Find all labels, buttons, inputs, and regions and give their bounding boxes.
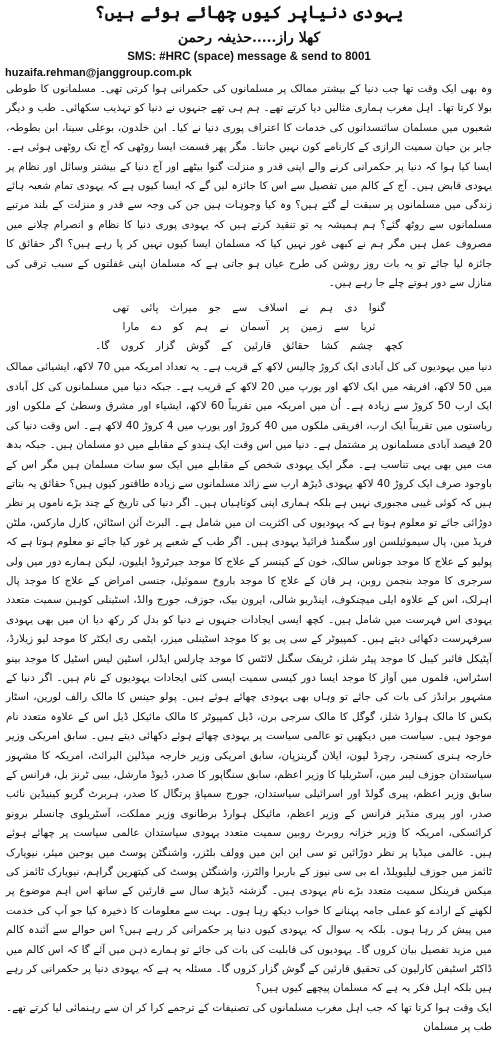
poem-line: ثریا سے زمین پر آسمان نے ہم کو دے مارا (122, 321, 376, 334)
poem-couplet (6, 299, 492, 356)
author-email[interactable]: huzaifa.rehman@janggroup.com.pk (5, 67, 192, 79)
byline: کھلا راز.....حذیفہ رحمن (177, 30, 321, 46)
paragraph: دنیا میں یہودیوں کی کل آبادی ایک کروڑ چالیس لاکھ کے قریب ہے۔ یہ تعداد امریکہ میں 70 لاکھ، ایشیائی ممالک میں 50 لاکھ، افریقہ میں ایک لاکھ اور یورپ میں 20 لاکھ کے قریب ہے۔ جبکہ دنیا میں مسلمانوں کی کل آبادی ایک ارب 50 کروڑ سے زیادہ ہے۔ اُن میں امریکہ میں تقریباً 60 لاکھ، ایشیاء اور مشرق وسطیٰ کے ملکوں اور ریاستوں میں تقریباً ایک ارب، افریقی ملکوں میں 40 کروڑ اور یورپ میں 4 کروڑ 40 لاکھ ہے۔ اس وقت دنیا کی 20 فیصد آبادی مسلمانوں پر مشتمل ہے۔ دنیا میں اس وقت ایک ہندو کے مقابلے میں دو مسلمان ہیں۔ جبکہ بدھ مت میں بھی یہی تناسب ہے۔ مگر ایک یہودی شخص کے مقابلے میں ایک سو سات مسلمان ہیں مگر اس کے باوجود صرف ایک کروڑ 40 لاکھ یہودی ڈیڑھ ارب سے زائد مسلمانوں سے زیادہ طاقتور کیوں ہیں؟ حقائق یہ بتاتے ہیں کہ کوئی غیبی مجبوری نہیں ہے بلکہ ہماری اپنی کوتاہیاں ہیں۔ اگر دنیا کی تاریخ کے چند بڑے ناموں پر نظر دوڑائی جائے تو معلوم ہوتا ہے کہ یہودیوں کی اکثریت ان میں شامل ہے۔ البرٹ آئن اسٹائن، کارل مارکس، ملٹن فریڈ مین، پال سیموئیلسن اور سگمنڈ فرائیڈ یہودی ہیں۔ اگر طب کے شعبے پر غور کیا جائے تو معلوم ہوتا ہے کہ پولیو کے علاج کا موجد جوناس سالک، خون کے کینسر کے علاج کا موجد جیرٹروڈ ایلیون، لیکن ہمارے دور میں ولی سرجری کا موجد بنجمن روبن، ہر قان کے علاج کا موجد باروخ سموئیل، جنسی امراض کے علاج کا موجد پال اہرلک، اس کے علاوہ ایلی میچنکوف، اینڈریو شالی، ایرون بیک، جوزف، جورج والڈ، اسٹینلی کوہین سمیت متعدد یہودی اس فہرست میں شامل ہیں۔ کچھ ایسی ایجادات جنہوں نے دنیا کو بدل کر رکھ دیا ان میں بھی یہودی سرفہرست دکھائی دیتے ہیں۔ کمپیوٹر کے سی پی یو کا موجد اسٹینلی میزر، ایٹمی ری ایکٹر کا موجد لیو زیلارڈ، آپٹیکل فائبر کیبل کا موجد پیٹر شلز، ٹریفک سگنل لائٹس کا موجد چارلس ایڈلر، اسٹین لیس اسٹیل کا موجد بینو اسٹراس، فلموں میں آواز کا موجد ایسا دور کیسی سمیت ایسی کئی ایجادات یہودیوں کے نام ہیں۔ اگر دنیا کے مشہور برانڈز کی بات کی جائے تو وہاں بھی یہودی چھائے ہوئے ہیں۔ پولو جینس کا مالک رالف لورین، اسٹار بکس کا مالک ہوارڈ شلز، گوگل کا مالک سرجی برن، ڈیل کمپیوٹر کا مالک مائیکل ڈیل اس کے علاوہ متعدد نام موجود ہیں۔ سیاست میں دیکھیں تو عالمی سیاست پر یہودی چھائے ہوئے دکھائی دیتے ہیں۔ سابق امریکی وزیر خارجہ ہنری کسنجر، رچرڈ لیون، ایلان گرینزپان، سابق امریکی وزیر خارجہ میڈلین البرائٹ، امریکہ کا مشہور سیاستدان جوزف لیبر مین، آسٹریلیا کا وزیر اعظم، سابق سنگاپور کا صدر، ڈیوڈ مارشل، بیبی ٹرنز بل، فرانس کے سابق وزیر اعظم، پیری گولڈ اور اسرائیلی سیاستدان، جورج سمپاؤ پرتگال کا صدر، ہربرٹ گریو کینیڈین نائب صدر، اور پیری منڈیز فرانس کے وزیر اعظم، مائیکل ہوارڈ برطانوی وزیر مملکت، آسٹریلوی چانسلر برونو کرائسکی، امریکہ کا وزیر خزانہ روبرٹ روبین سمیت متعدد یہودی سیاستدان عالمی سیاست پر چھائے ہوئے ہیں۔ عالمی میڈیا پر نظر دوڑائیں تو سی این این میں وولف بلٹزر، واشنگٹن پوسٹ میں یوجین میئر، نیویارک ٹائمز میں جوزف لیلیویلڈ، اے بی سی نیوز کے باربرا والٹرز، واشنگٹن پوسٹ کی کیتھرین گراہم، نیویارک ٹائمز کی میکس فرینکل سمیت متعدد بڑے نام یہودی ہیں۔ گزشتہ ڈیڑھ سال سے قارئین کے ساتھ اس اہم موضوع پر لکھنے کے ارادے کو عملی جامہ پہنانے کا خواب دیکھ رہا ہوں۔ بہت سے معلومات کا ذخیرہ کیا جو آپ کی خدمت میں پیش کر رہا ہوں۔ بلکہ یہ سوال کہ یہودی کیوں دنیا پر حکمرانی کر رہے ہیں؟ اس حوالے سے آئندہ کالم میں مزید تفصیل بیان کروں گا۔ یہودیوں کی قابلیت کی بات کی جائے تو ہمارے ذہن میں آئے گا کہ اس کالم میں ڈاکٹر اسٹیفن کارلیون کی تحقیق قارئین کے گوش گزار کروں گا۔ مسئلہ یہ ہے کہ یہودی دنیا پر حکمرانی کر رہے ہیں بلکہ اہل فکر یہ ہے کہ مسلمان پیچھے کیوں ہیں؟ (6, 361, 493, 995)
paragraph: وہ بھی ایک وقت تھا جب دنیا کے بیشتر ممالک پر مسلمانوں کی حکمرانی ہوا کرتی تھی۔ مسلمانوں کا طوطی بولا کرتا تھا۔ اہل مغرب ہماری مثالیں دیا کرتے تھے۔ ہم ہی تھے جنہوں نے دنیا کو تہذیب سکھائی۔ طب و دیگر شعبوں میں مسلمان سائنسدانوں کی خدمات کا اعتراف پوری دنیا نے کیا۔ ابن خلدون، بوعلی سینا، ابن بطوطہ، جابر بن حیان سمیت الرازی کے کارنامے کون نہیں جانتا۔ مگر پھر قسمت ایسا روٹھی کہ آج تک روٹھی ہوئی ہے۔ ایسا کیا ہوا کہ دنیا پر حکمرانی کرنے والے اپنی قدر و منزلت گنوا بیٹھے اور آج دنیا کے بیشتر وسائل اور نظام پر یہودی قابض ہیں۔ آج کے کالم میں تفصیل سے اس کا جائزہ لیں گے کہ ایسا کیوں ہے کہ یہودی تمام شعبہ ہائے زندگی میں مسلمانوں پر سبقت لے گئے ہیں؟ وہ کیا وجوہات ہیں جن کی وجہ سے قدر و منزلت کے بلند مرتبے مسلمانوں سے روٹھ گئے؟ ہم ہمیشہ یہ تو تنقید کرتے ہیں کہ یہودی پوری دنیا کا نظام و انصرام چلانے میں مصروف عمل ہیں مگر ہم نے کبھی غور نہیں کیا کہ مسلمان ایسا کیوں نہیں کر پا رہے ہیں؟ اگر حقائق کا جائزہ لیا جائے تو یہ بات روز روشن کی طرح عیاں ہو جاتی ہے کہ مسلمان اپنی غفلتوں کے سبب ترقی کی منازل سے دور ہوتے چلے جا رہے ہیں۔ (6, 83, 492, 290)
sms-instruction: SMS: #HRC (space) message & send to 8001 (127, 51, 371, 63)
poem-line: گنوا دی ہم نے اسلاف سے جو میراث پائی تھی (112, 302, 386, 315)
paragraph: ایک وقت ہوا کرتا تھا کہ جب اہل مغرب مسلمانوں کی تصنیفات کے ترجمے کرا کر ان سے رہنمائی لیا کرتے تھے۔ طب پر مسلمان (6, 1001, 492, 1034)
article-body (0, 80, 498, 1038)
poem-line: کچھ چشم کشا حقائق قارئین کے گوش گزار کروں گا۔ (94, 340, 404, 353)
headline: یہودی دنیاپر کیوں چھائے ہوئے ہیں؟ (94, 3, 404, 23)
column-header (0, 2, 498, 80)
